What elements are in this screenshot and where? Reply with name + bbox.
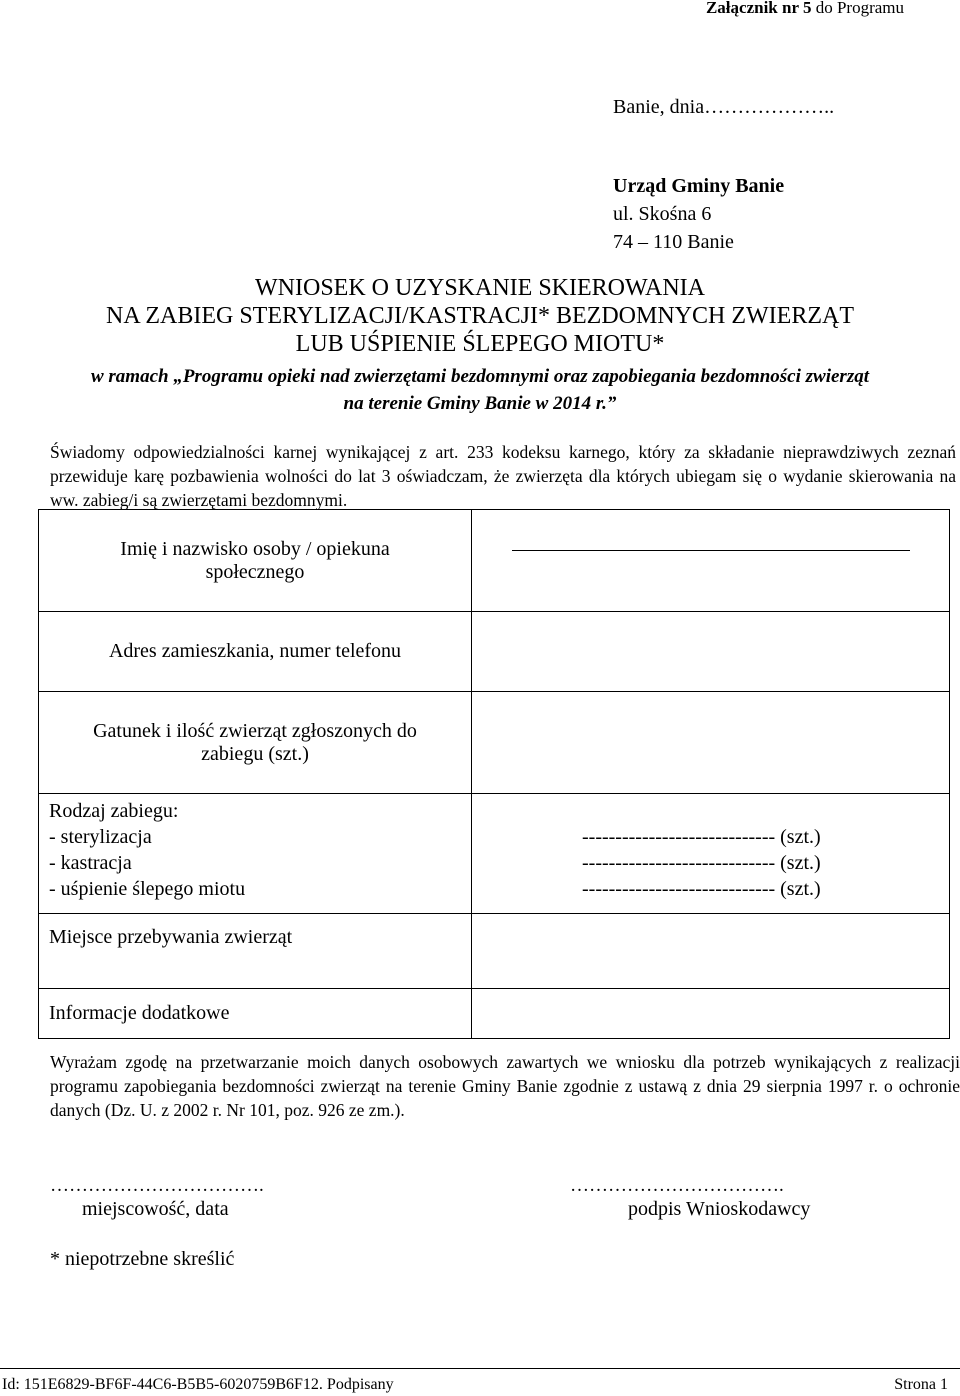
footnote: * niepotrzebne skreślić	[50, 1248, 235, 1270]
info-field[interactable]	[472, 989, 950, 1039]
office-city: 74 – 110 Banie	[613, 231, 734, 253]
species-label-line-1: Gatunek i ilość zwierząt zgłoszonych do	[93, 719, 417, 742]
form-row-address	[39, 612, 950, 692]
declaration-paragraph: Świadomy odpowiedzialności karnej wynikającej z art. 233 kodeksu karnego, który za składanie nieprawdziwych zeznań przewiduje karę pozbawienia wolności do lat 3 oświadczam, że zwierzęta dla których ubiegam się o wydanie skierowania na ww. zabieg/i są zwierzętami bezdomnymi.	[50, 442, 956, 510]
annex-number: Załącznik nr 5	[705, 0, 812, 17]
species-label	[39, 692, 472, 794]
procedure-castration: - kastracja	[49, 852, 132, 874]
signature-dots[interactable]: …………………………….	[570, 1175, 784, 1196]
castration-count[interactable]: ----------------------------- (szt.)	[582, 852, 821, 874]
form-row-species	[39, 692, 950, 794]
name-label-line-1: Imię i nazwisko osoby / opiekuna	[120, 537, 390, 560]
name-label-line-2: społecznego	[205, 560, 305, 583]
euthanasia-count[interactable]: ----------------------------- (szt.)	[582, 878, 821, 900]
office-name: Urząd Gminy Banie	[613, 175, 785, 197]
document-subtitle	[0, 363, 960, 417]
footer-document-id: Id: 151E6829-BF6F-44C6-B5B5-6020759B6F12. Podpisany	[2, 1376, 394, 1393]
place-date-caption: miejscowość, data	[82, 1198, 229, 1220]
name-underline	[512, 550, 910, 551]
subtitle-line-1: w ramach „Programu opieki nad zwierzętami bezdomnymi oraz zapobiegania bezdomności zwierząt	[90, 366, 869, 387]
sterilization-count[interactable]: ----------------------------- (szt.)	[582, 826, 821, 848]
footer-divider	[0, 1368, 960, 1369]
footer-page-number: Strona 1	[894, 1376, 948, 1393]
place-date-dots[interactable]: …………………………….	[50, 1175, 264, 1196]
procedure-count-cell	[472, 794, 950, 914]
form-row-name	[39, 510, 950, 612]
form-row-location	[39, 914, 950, 989]
annex-label	[706, 0, 904, 18]
address-field[interactable]	[472, 612, 950, 692]
title-line-1: WNIOSEK O UZYSKANIE SKIEROWANIA	[255, 275, 705, 301]
species-field[interactable]	[472, 692, 950, 794]
species-label-line-2: zabiegu (szt.)	[201, 742, 309, 765]
name-field[interactable]	[472, 510, 950, 612]
procedure-euthanasia: - uśpienie ślepego miotu	[49, 878, 246, 900]
office-street: ul. Skośna 6	[613, 203, 712, 225]
signature-caption: podpis Wnioskodawcy	[628, 1198, 811, 1220]
location-label: Miejsce przebywania zwierząt	[39, 914, 472, 989]
form-row-procedure	[39, 794, 950, 914]
procedure-sterilization: - sterylizacja	[49, 826, 152, 848]
address-label: Adres zamieszkania, numer telefonu	[39, 612, 472, 692]
title-line-3: LUB UŚPIENIE ŚLEPEGO MIOTU*	[295, 331, 665, 357]
info-label: Informacje dodatkowe	[39, 989, 472, 1039]
annex-rest: do Programu	[811, 0, 904, 17]
location-field[interactable]	[472, 914, 950, 989]
document-title	[0, 274, 960, 358]
procedure-label: Rodzaj zabiegu:	[49, 800, 179, 822]
title-line-2: NA ZABIEG STERYLIZACJI/KASTRACJI* BEZDOMNYCH ZWIERZĄT	[106, 303, 854, 329]
form-row-info	[39, 989, 950, 1039]
office-address	[613, 172, 784, 256]
consent-paragraph: Wyrażam zgodę na przetwarzanie moich danych osobowych zawartych we wniosku dla potrzeb wynikających z realizacji programu zapobiegania bezdomności zwierząt na terenie Gminy Banie zgodnie z ustawą z dnia 29 sierpnia 1997 r. o ochronie danych (Dz. U. z 2002 r. Nr 101, poz. 926 ze zm.).	[50, 1052, 960, 1120]
procedure-label-cell	[39, 794, 472, 914]
subtitle-line-2: na terenie Gminy Banie w 2014 r.”	[343, 393, 617, 414]
date-line: Banie, dnia………………..	[613, 96, 835, 118]
name-label	[39, 510, 472, 612]
application-form-table	[38, 509, 950, 1039]
